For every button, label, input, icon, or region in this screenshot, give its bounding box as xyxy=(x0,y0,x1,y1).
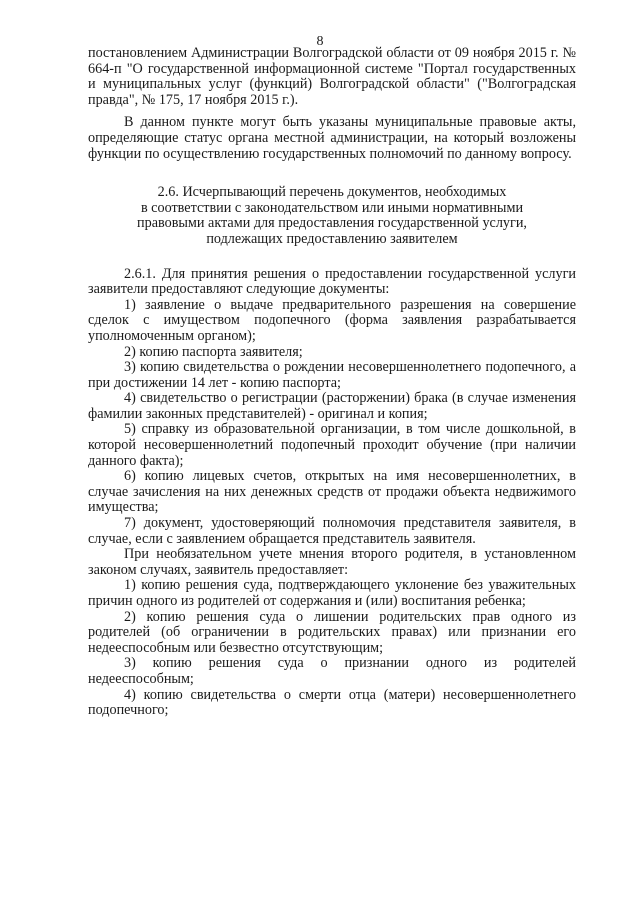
heading-line: правовыми актами для предоставления государственной услуги, xyxy=(137,215,527,232)
list-item: 3) копию свидетельства о рождении несовершеннолетнего подопечного, а при достижении 14 лет - копию паспорта; xyxy=(88,359,576,391)
paragraph: постановлением Администрации Волгоградской области от 09 ноября 2015 г. № 664-п "О государственной информационной системе "Портал государственных и муниципальных услуг (функций) Волгоградской области" ("Волгоградская правда", № 175, 17 ноября 2015 г.). xyxy=(88,45,576,108)
heading-line: 2.6. Исчерпывающий перечень документов, необходимых xyxy=(157,184,507,201)
list-item: 5) справку из образовательной организации, в том числе дошкольной, в которой несовершеннолетний подопечный проходит обучение (при наличии данного факта); xyxy=(88,421,576,469)
second-parent-intro: При необязательном учете мнения второго родителя, в установленном законом случаях, заявитель предоставляет: xyxy=(88,546,576,578)
paragraph: В данном пункте могут быть указаны муниципальные правовые акты, определяющие статус органа местной администрации, на который возложены функции по осуществлению государственных полномочий по данному вопросу. xyxy=(88,114,576,162)
list-item: 4) копию свидетельства о смерти отца (матери) несовершеннолетнего подопечного; xyxy=(88,686,576,719)
list-item: 3) копию решения суда о признании одного из родителей недееспособным; xyxy=(88,655,576,687)
page-number: 8 xyxy=(316,34,324,49)
section-heading xyxy=(88,185,576,247)
list-item: 6) копию лицевых счетов, открытых на имя несовершеннолетних, в случае зачисления на них денежных средств от продажи объекта недвижимого имущества; xyxy=(88,468,576,516)
list-item: 1) копию решения суда, подтверждающего уклонение без уважительных причин одного из родителей от содержания и (или) воспитания ребенка; xyxy=(88,577,576,609)
heading-line: в соответствии с законодательством или иными нормативными xyxy=(140,199,524,216)
list-item: 7) документ, удостоверяющий полномочия представителя заявителя, в случае, если с заявлением обращается представитель заявителя. xyxy=(88,515,576,547)
list-item: 2) копию паспорта заявителя; xyxy=(124,343,303,360)
page-content xyxy=(88,46,576,719)
list-item: 4) свидетельство о регистрации (расторжении) брака (в случае изменения фамилии законных представителей) - оригинал и копия; xyxy=(88,390,576,422)
list-item: 1) заявление о выдаче предварительного разрешения на совершение сделок с имуществом подопечного (форма заявления разрабатывается уполномоченным органом); xyxy=(88,296,576,344)
section-intro: 2.6.1. Для принятия решения о предоставлении государственной услуги заявители предоставляют следующие документы: xyxy=(88,265,576,298)
list-item: 2) копию решения суда о лишении родительских прав одного из родителей (об ограничении в родительских правах) или признании его недееспособным или безвестно отсутствующим; xyxy=(88,608,576,656)
heading-line: подлежащих предоставлению заявителем xyxy=(206,230,458,247)
